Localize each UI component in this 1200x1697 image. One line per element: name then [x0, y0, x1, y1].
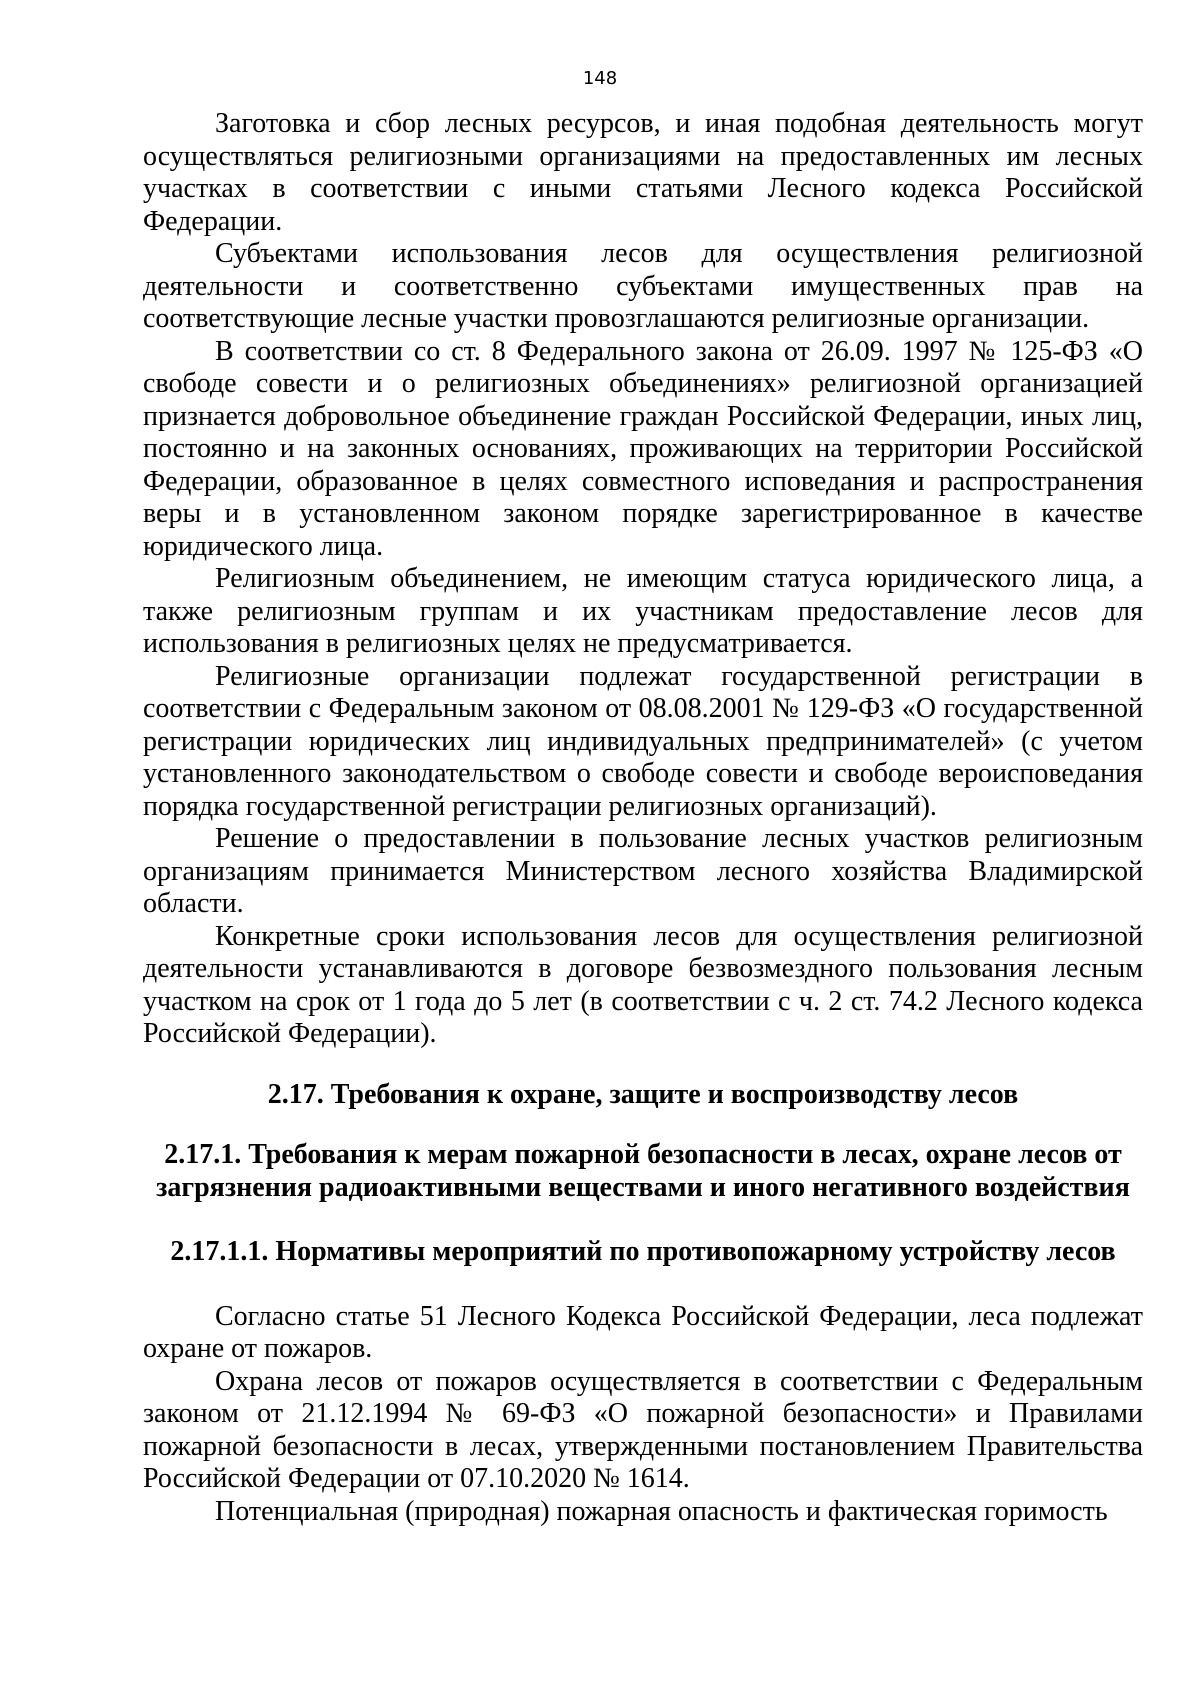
- paragraph: Согласно статье 51 Лесного Кодекса Российской Федерации, леса подлежат охране от пожаров.: [143, 1300, 1143, 1364]
- paragraph: Потенциальная (природная) пожарная опасность и фактическая горимость: [215, 1495, 1108, 1527]
- paragraph: Охрана лесов от пожаров осуществляется в соответствии с Федеральным законом от 21.12.1994 № 69-ФЗ «О пожарной безопасности» и Правилами пожарной безопасности в лесах, утвержденными постановлением Правительства Российской Федерации от 07.10.2020 № 1614.: [143, 1365, 1143, 1494]
- paragraph: Конкретные сроки использования лесов для осуществления религиозной деятельности устанавливаются в договоре безвозмездного пользования лесным участком на срок от 1 года до 5 лет (в соответствии с ч. 2 ст. 74.2 Лесного кодекса Российской Федерации).: [143, 920, 1143, 1049]
- paragraph: Заготовка и сбор лесных ресурсов, и иная подобная деятельность могут осуществляться религиозными организациями на предоставленных им лесных участках в соответствии с иными статьями Лесного кодекса Российской Федерации.: [143, 108, 1143, 237]
- paragraph: В соответствии со ст. 8 Федерального закона от 26.09. 1997 № 125-ФЗ «О свободе совести и о религиозных объединениях» религиозной организацией признается добровольное объединение граждан Российской Федерации, иных лиц, постоянно и на законных основаниях, проживающих на территории Российской Федерации, образованное в целях совместного исповедания и распространения веры и в установленном законом порядке зарегистрированное в качестве юридического лица.: [143, 335, 1143, 562]
- paragraph: Религиозным объединением, не имеющим статуса юридического лица, а также религиозным группам и их участникам предоставление лесов для использования в религиозных целях не предусматривается.: [143, 563, 1143, 659]
- page-body: [143, 108, 1143, 1528]
- paragraph: Решение о предоставлении в пользование лесных участков религиозным организациям принимается Министерством лесного хозяйства Владимирской области.: [143, 823, 1143, 919]
- section-heading-2-17-1-1: 2.17.1.1. Нормативы мероприятий по противопожарному устройству лесов: [170, 1236, 1116, 1267]
- section-heading-2-17-1: 2.17.1. Требования к мерам пожарной безопасности в лесах, охране лесов от загрязнения радиоактивными веществами и иного негативного воздействия: [156, 1139, 1130, 1203]
- paragraph: Религиозные организации подлежат государственной регистрации в соответствии с Федеральным законом от 08.08.2001 № 129-ФЗ «О государственной регистрации юридических лиц индивидуальных предпринимателей» (с учетом установленного законодательством о свободе совести и свободе вероисповедания порядка государственной регистрации религиозных организаций).: [143, 660, 1143, 822]
- page-number: 148: [582, 68, 618, 89]
- paragraph: Субъектами использования лесов для осуществления религиозной деятельности и соответственно субъектами имущественных прав на соответствующие лесные участки провозглашаются религиозные организации.: [143, 238, 1143, 334]
- section-heading-2-17: 2.17. Требования к охране, защите и воспроизводству лесов: [267, 1078, 1019, 1110]
